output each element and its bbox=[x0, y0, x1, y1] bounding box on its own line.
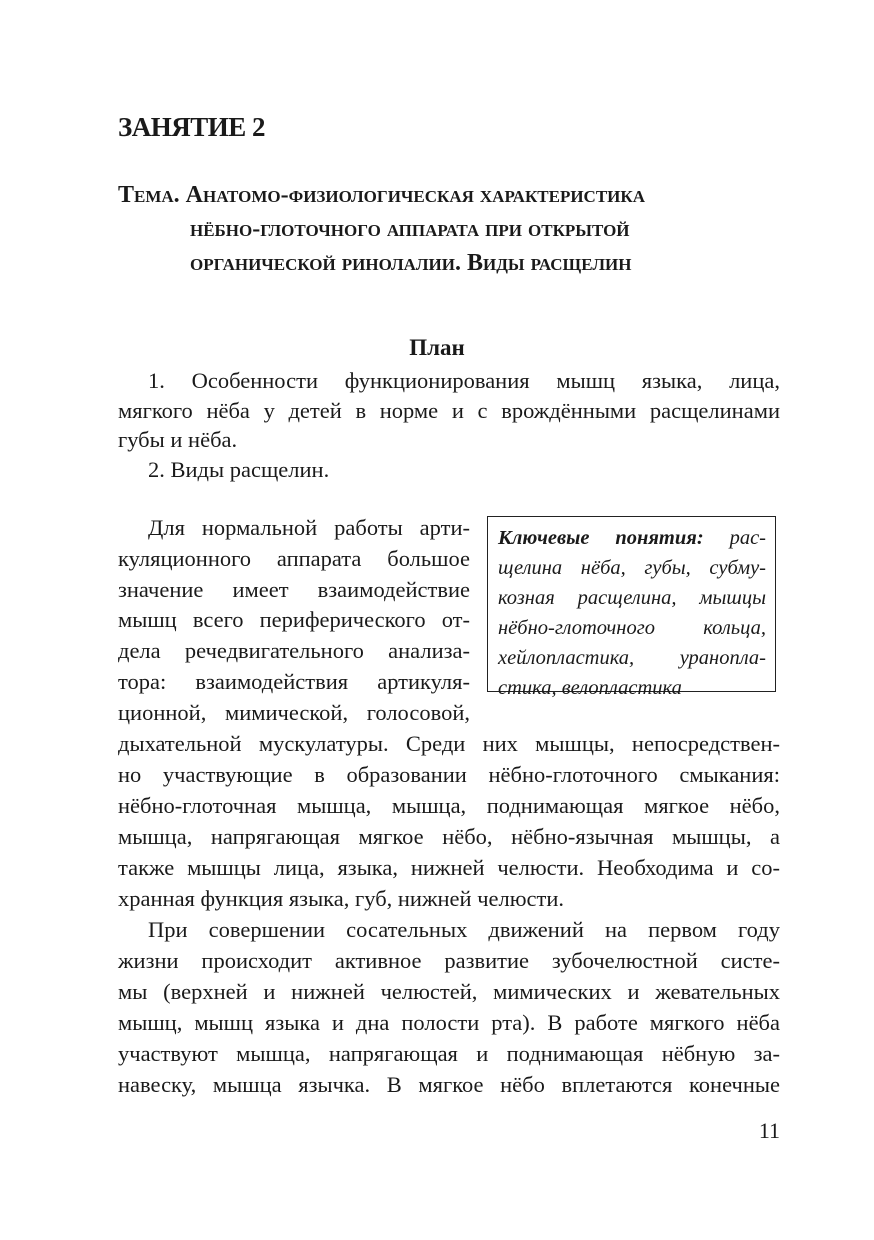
paragraph-line: но участвующие в образовании нёбно-глоточного смыкания: bbox=[118, 762, 780, 787]
paragraph-line: также мышцы лица, языка, нижней челюсти. Необходима и со- bbox=[118, 855, 780, 880]
paragraph-line: мышц, мышц языка и дна полости рта). В работе мягкого нёба bbox=[118, 1010, 780, 1035]
key-concepts-line: хейлопластика, уранопла- bbox=[498, 647, 766, 669]
paragraph-line: При совершении сосательных движений на первом году bbox=[148, 917, 780, 942]
plan-item-line: мягкого нёба у детей в норме и с врождёнными расщелинами bbox=[118, 398, 780, 423]
key-concepts-box bbox=[487, 516, 776, 699]
paragraph-line: ционной, мимической, голосовой, bbox=[118, 700, 470, 725]
plan-item-line: губы и нёба. bbox=[118, 427, 238, 452]
key-concepts-text: рас- bbox=[729, 527, 766, 549]
paragraph-line: нёбно-глоточная мышца, мышца, поднимающая мягкое нёбо, bbox=[118, 793, 780, 818]
lesson-title: ЗАНЯТИЕ 2 bbox=[118, 112, 266, 142]
key-concepts-line: нёбно-глоточного кольца, bbox=[498, 617, 766, 639]
topic-line: нёбно-глоточного аппарата при открытой bbox=[190, 216, 630, 242]
paragraph-line: значение имеет взаимодействие bbox=[118, 577, 470, 602]
key-concepts-line: стика, велопластика bbox=[498, 677, 682, 699]
topic-line: Тема. Анатомо-физиологическая характеристика bbox=[118, 182, 645, 208]
paragraph-line: дела речедвигательного анализа- bbox=[118, 638, 470, 663]
key-concepts-line: щелина нёба, губы, субму- bbox=[498, 557, 766, 579]
plan-item-line: 1. Особенности функционирования мышц языка, лица, bbox=[148, 368, 780, 393]
plan-item-line: 2. Виды расщелин. bbox=[148, 457, 330, 482]
paragraph-line: хранная функция языка, губ, нижней челюсти. bbox=[118, 886, 565, 911]
plan-heading: План bbox=[409, 335, 465, 360]
page-number: 11 bbox=[758, 1118, 780, 1143]
paragraph-line: навеску, мышца язычка. В мягкое нёбо вплетаются конечные bbox=[118, 1072, 780, 1097]
key-concepts-line bbox=[498, 523, 766, 553]
key-concepts-line: козная расщелина, мышцы bbox=[498, 587, 766, 609]
paragraph-line: тора: взаимодействия артикуля- bbox=[118, 669, 470, 694]
paragraph-line: мы (верхней и нижней челюстей, мимических и жевательных bbox=[118, 979, 780, 1004]
paragraph-line: жизни происходит активное развитие зубочелюстной систе- bbox=[118, 948, 780, 973]
paragraph-line: участвуют мышца, напрягающая и поднимающая нёбную за- bbox=[118, 1041, 780, 1066]
paragraph-line: мышц всего периферического от- bbox=[118, 607, 470, 632]
topic-line: органической ринолалии. Виды расщелин bbox=[190, 250, 632, 276]
paragraph-line: мышца, напрягающая мягкое нёбо, нёбно-язычная мышцы, а bbox=[118, 824, 780, 849]
paragraph-line: куляционного аппарата большое bbox=[118, 546, 470, 571]
paragraph-line: Для нормальной работы арти- bbox=[148, 515, 470, 540]
key-concepts-label: Ключевые понятия: bbox=[498, 527, 704, 549]
paragraph-line: дыхательной мускулатуры. Среди них мышцы, непосредствен- bbox=[118, 731, 780, 756]
